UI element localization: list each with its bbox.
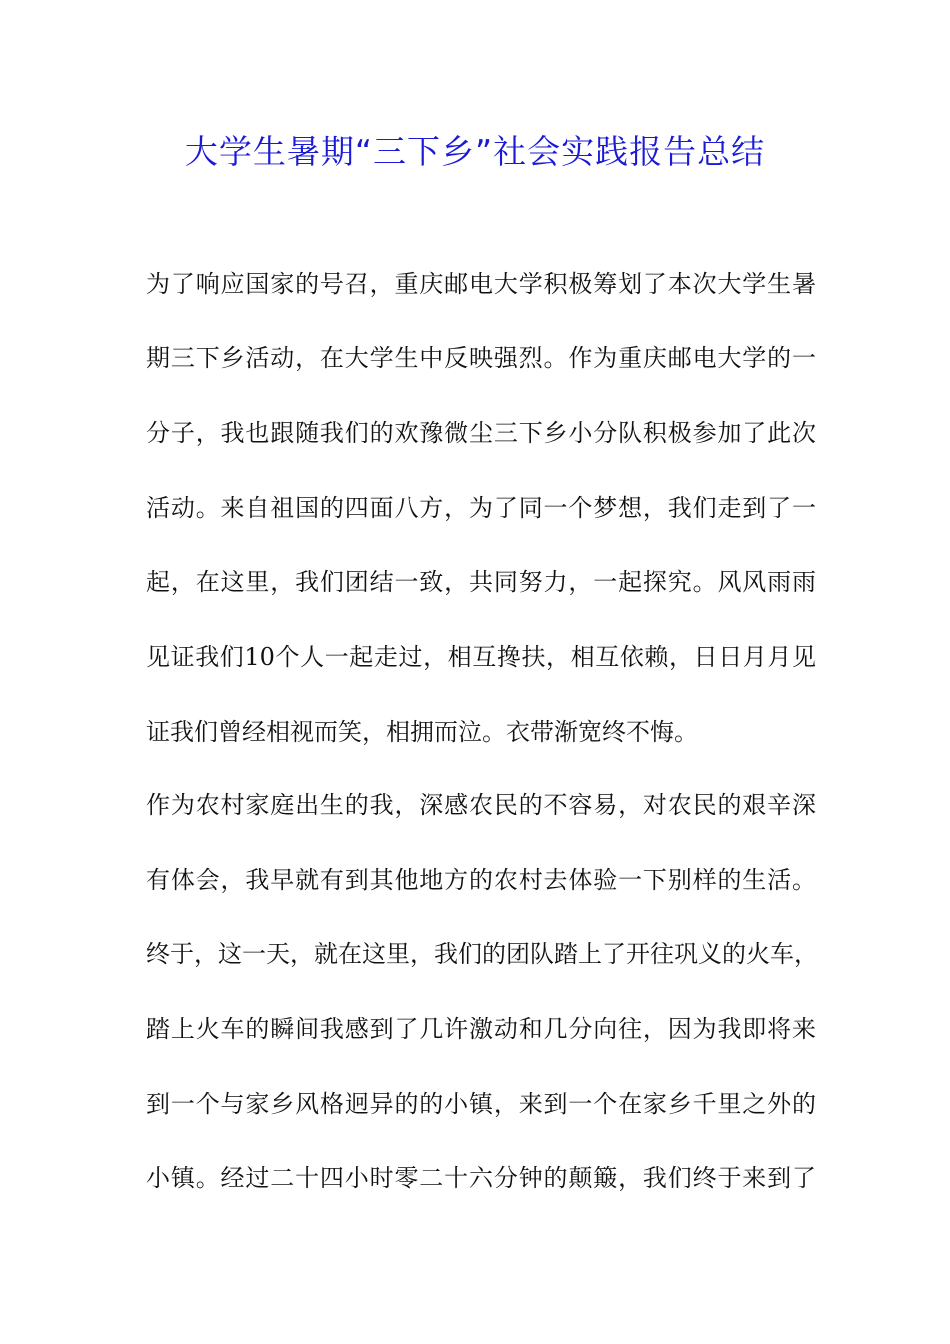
body-line: 活动。来自祖国的四面八方，为了同一个梦想，我们走到了一 <box>146 494 816 522</box>
body-line: 为了响应国家的号召，重庆邮电大学积极筹划了本次大学生暑 <box>146 270 816 298</box>
body-line: 有体会，我早就有到其他地方的农村去体验一下别样的生活。 <box>146 866 816 894</box>
body-line: 分子，我也跟随我们的欢豫微尘三下乡小分队积极参加了此次 <box>146 419 816 447</box>
body-line: 终于，这一天，就在这里，我们的团队踏上了开往巩义的火车， <box>146 940 818 968</box>
body-line: 作为农村家庭出生的我，深感农民的不容易，对农民的艰辛深 <box>146 791 816 819</box>
document-title: 大学生暑期“三下乡”社会实践报告总结 <box>184 132 766 171</box>
body-line: 见证我们10个人一起走过，相互搀扶，相互依赖，日日月月见 <box>146 643 816 671</box>
body-line: 到一个与家乡风格迥异的的小镇，来到一个在家乡千里之外的 <box>146 1090 816 1118</box>
body-line: 期三下乡活动，在大学生中反映强烈。作为重庆邮电大学的一 <box>146 344 816 372</box>
body-line: 起，在这里，我们团结一致，共同努力，一起探究。风风雨雨 <box>146 568 816 596</box>
body-line: 小镇。经过二十四小时零二十六分钟的颠簸，我们终于来到了 <box>146 1164 816 1192</box>
body-line: 踏上火车的瞬间我感到了几许激动和几分向往，因为我即将来 <box>146 1015 816 1043</box>
body-line: 证我们曾经相视而笑，相拥而泣。衣带渐宽终不悔。 <box>146 718 698 746</box>
